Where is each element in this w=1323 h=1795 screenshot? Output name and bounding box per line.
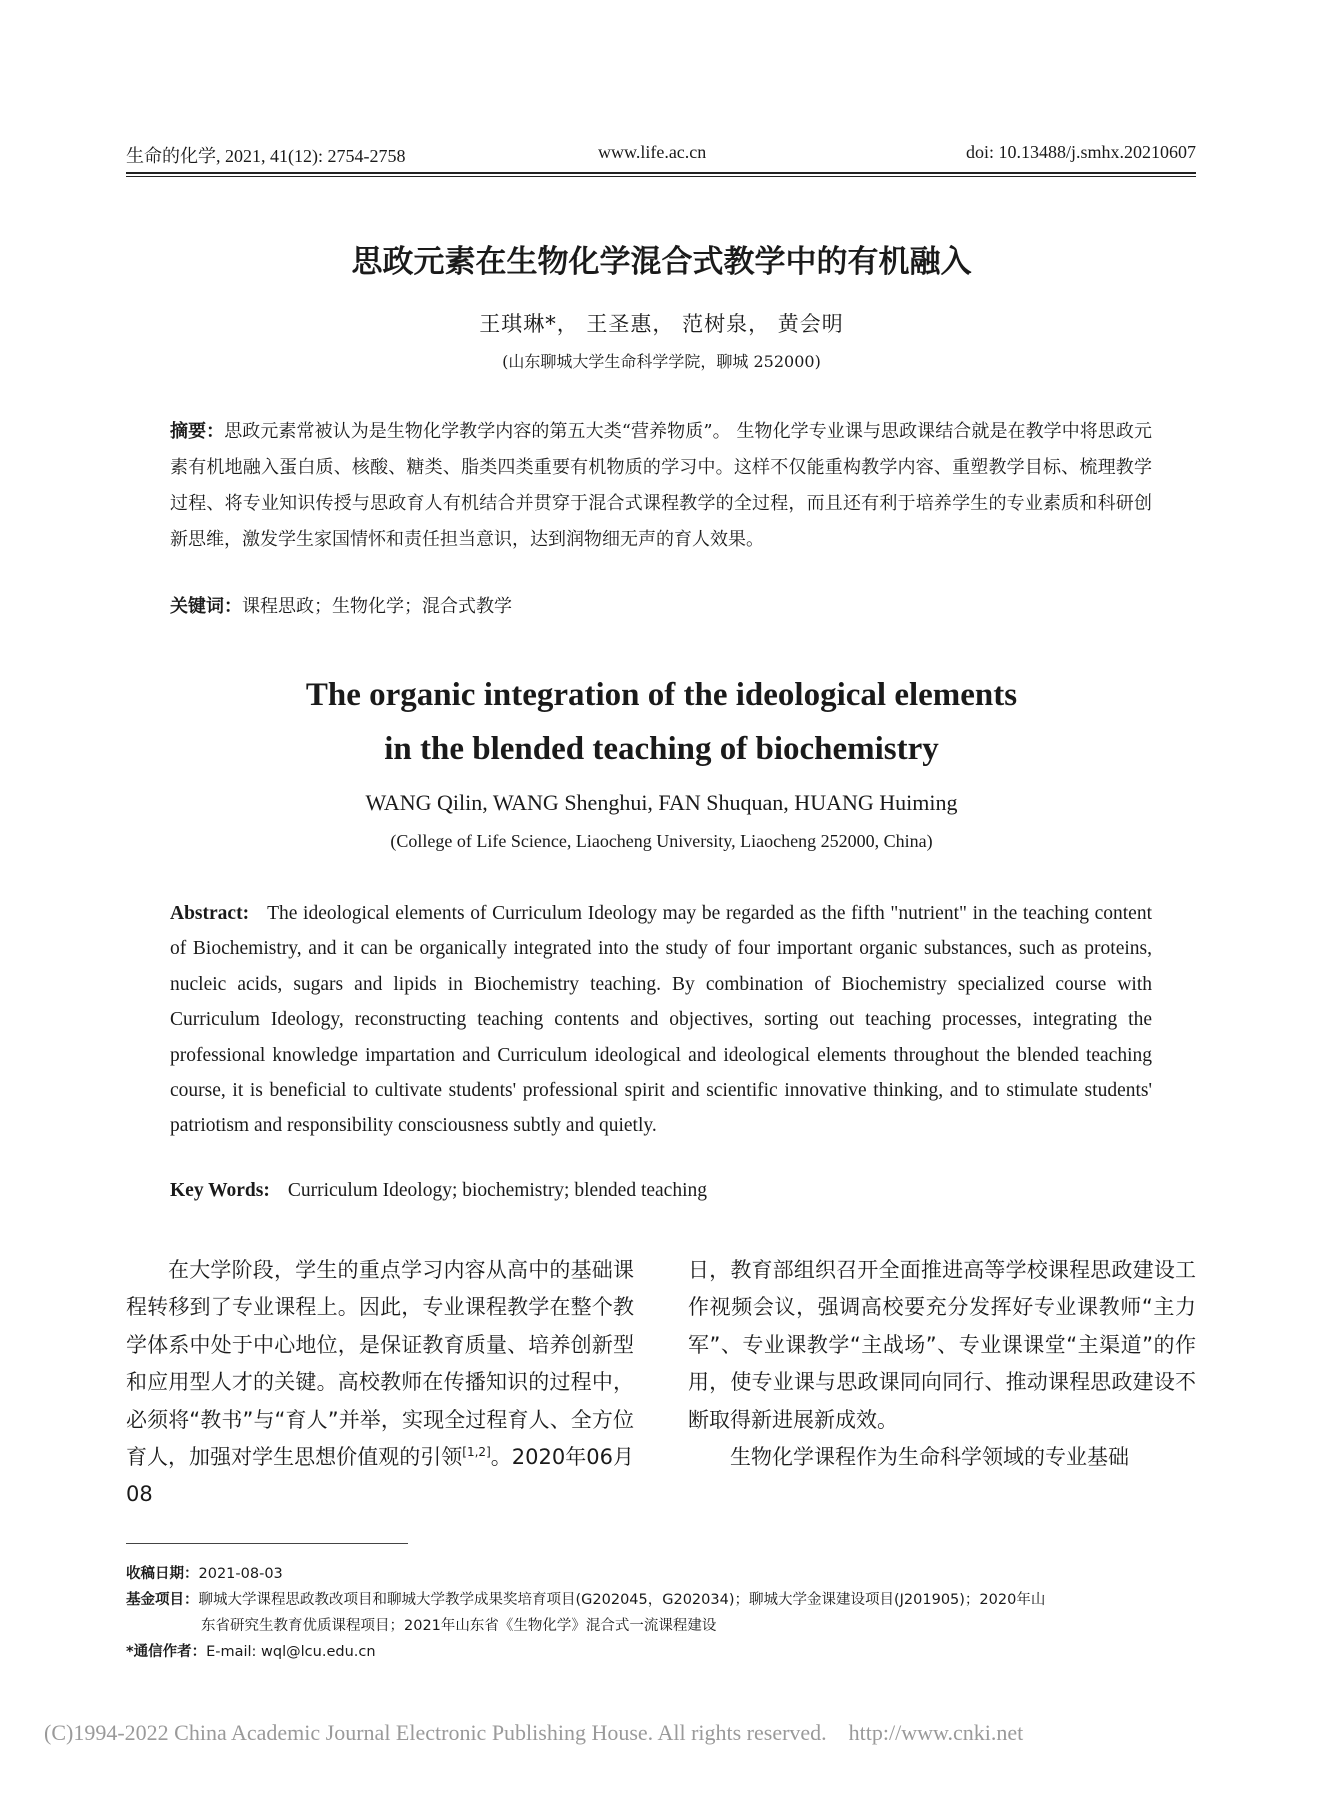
copyright-notice: (C)1994-2022 China Academic Journal Electronic Publishing House. All rights reserved. http://www.cnki.net xyxy=(44,1720,1024,1745)
received-label: 收稿日期： xyxy=(126,1566,199,1582)
english-abstract xyxy=(170,896,1152,1144)
footnotes xyxy=(126,1561,1196,1665)
journal-website[interactable]: www.life.ac.cn xyxy=(598,142,707,162)
chinese-abstract-text: 思政元素常被认为是生物化学教学内容的第五大类“营养物质”。 生物化学专业课与思政课结合就是在教学中将思政元素有机地融入蛋白质、核酸、糖类、脂类四类重要有机物质的学习中。这样不仅能重构教学内容、重塑教学目标、梳理教学过程、将专业知识传授与思政育人有机结合并贯穿于混合式课程教学的全过程，而且还有利于培养学生的专业素质和科研创新思维，激发学生家国情怀和责任担当意识，达到润物细无声的育人效果。 xyxy=(170,421,1153,550)
chinese-affiliation: (山东聊城大学生命科学学院，聊城 252000) xyxy=(502,352,821,371)
chinese-keywords-label: 关键词： xyxy=(170,596,242,617)
body-text: 在大学阶段，学生的重点学习内容从高中的基础课程转移到了专业课程上。因此，专业课程教学在整个教学体系中处于中心地位，是保证教育质量、培养创新型和应用型人才的关键。高校教师在传播知识的过程中，必须将“教书”与“育人”并举，实现全过程育人、全方位育人，加强对学生思想价值观的引领 xyxy=(126,1258,634,1470)
contact-label: *通信作者： xyxy=(126,1644,207,1660)
footnote-fund xyxy=(126,1587,1196,1613)
english-affiliation: (College of Life Science, Liaocheng University, Liaocheng 252000, China) xyxy=(390,831,933,851)
received-value: 2021-08-03 xyxy=(198,1566,283,1582)
chinese-abstract xyxy=(170,414,1152,558)
footnote-fund-continued: 东省研究生教育优质课程项目；2021年山东省《生物化学》混合式一流课程建设 xyxy=(201,1618,717,1634)
running-header xyxy=(126,142,1196,168)
english-keywords xyxy=(170,1180,1152,1202)
english-abstract-text: The ideological elements of Curriculum Ideology may be regarded as the fifth "nutrient" in the teaching content of Biochemistry, and it can be organically integrated into the study of four important organic substances, such as proteins, nucleic acids, sugars and lipids in Biochemistry teaching. By combination of Biochemistry specialized course with Curriculum Ideology, reconstructing teaching contents and objectives, sorting out teaching processes, integrating the professional knowledge impartation and Curriculum ideological and ideological elements throughout the blended teaching course, it is beneficial to cultivate students' professional spirit and scientific innovative thinking, and to stimulate students' patriotism and responsibility consciousness subtly and quietly. xyxy=(170,903,1152,1137)
chinese-keywords-text: 课程思政；生物化学；混合式教学 xyxy=(242,596,512,617)
footnote-contact xyxy=(126,1639,1196,1665)
journal-citation: 生命的化学, 2021, 41(12): 2754-2758 xyxy=(126,146,406,166)
english-authors: WANG Qilin, WANG Shenghui, FAN Shuquan, HUANG Huiming xyxy=(365,790,958,815)
body-text: 。2020年06月08 xyxy=(126,1445,635,1507)
body-column-left xyxy=(126,1252,634,1514)
fund-value: 聊城大学课程思政教改项目和聊城大学教学成果奖培育项目(G202045，G202034)；聊城大学金课建设项目(J201905)；2020年山 xyxy=(198,1592,1046,1608)
fund-label: 基金项目： xyxy=(126,1592,199,1608)
footnote-rule xyxy=(126,1543,408,1544)
english-title-line-2: in the blended teaching of biochemistry xyxy=(384,731,939,767)
english-abstract-label: Abstract: xyxy=(170,903,250,924)
body-column-right xyxy=(688,1252,1196,1476)
citation-ref[interactable]: [1,2] xyxy=(462,1445,491,1460)
chinese-keywords xyxy=(170,592,1152,618)
english-keywords-text: Curriculum Ideology; biochemistry; blended teaching xyxy=(287,1180,708,1201)
english-title xyxy=(0,668,1323,776)
footnote-received xyxy=(126,1561,1196,1587)
chinese-abstract-label: 摘要： xyxy=(170,421,225,442)
header-rule-thick xyxy=(126,172,1196,174)
chinese-authors: 王琪琳*， 王圣惠， 范树泉， 黄会明 xyxy=(479,312,844,336)
body-paragraph xyxy=(126,1252,634,1514)
body-paragraph: 生物化学课程作为生命科学领域的专业基础 xyxy=(730,1445,1129,1470)
chinese-title: 思政元素在生物化学混合式教学中的有机融入 xyxy=(351,244,972,280)
english-keywords-label: Key Words: xyxy=(170,1180,270,1201)
doi[interactable]: doi: 10.13488/j.smhx.20210607 xyxy=(965,142,1196,162)
english-title-line-1: The organic integration of the ideological elements xyxy=(305,677,1018,713)
contact-email[interactable]: E-mail: wql@lcu.edu.cn xyxy=(206,1644,376,1660)
header-rule-thin xyxy=(126,176,1196,177)
body-paragraph: 日，教育部组织召开全面推进高等学校课程思政建设工作视频会议，强调高校要充分发挥好专业课教师“主力军”、专业课教学“主战场”、专业课课堂“主渠道”的作用，使专业课与思政课同向同行、推动课程思政建设不断取得新进展新成效。 xyxy=(688,1258,1196,1432)
